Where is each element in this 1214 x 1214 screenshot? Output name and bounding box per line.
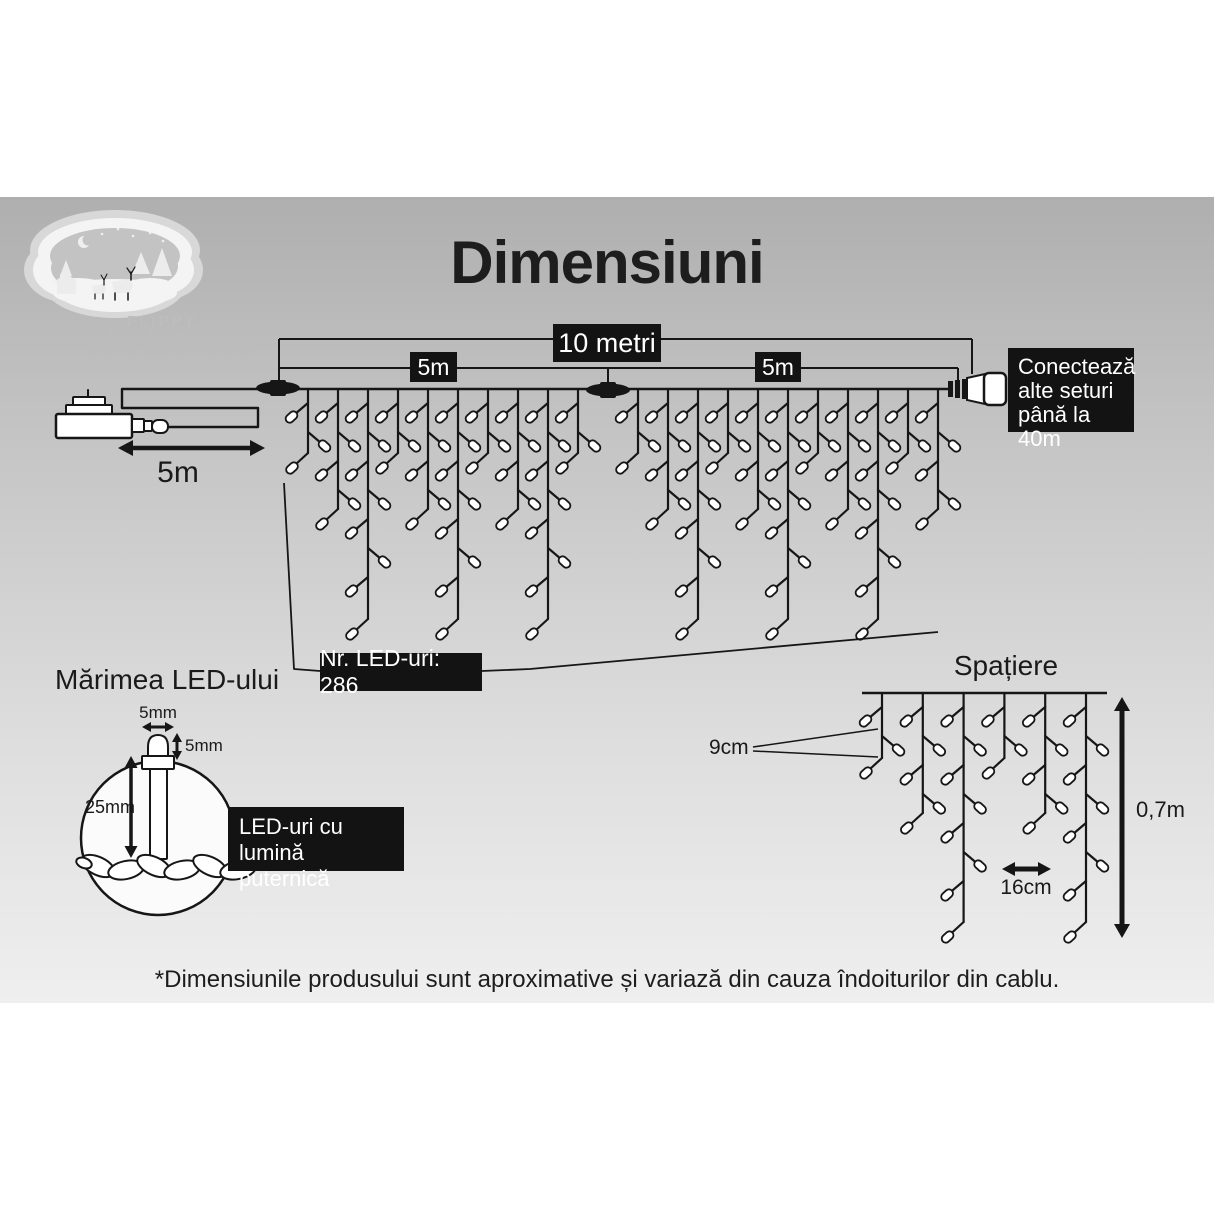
- icicle-curtain: [284, 389, 962, 641]
- brand-logo-text-flippy: FLIPPY.: [126, 313, 203, 330]
- cable-clip-left-icon: [256, 380, 300, 396]
- page-title: Dimensiuni: [450, 229, 764, 296]
- led-width-label: 5mm: [139, 703, 177, 722]
- led-gap-label: 9cm: [709, 736, 749, 759]
- spacing-diagram: [753, 693, 1110, 944]
- right-half-length-label: 5m: [755, 352, 801, 382]
- cable-clip-middle-icon: [586, 382, 630, 398]
- lead-length-arrow: [118, 440, 265, 456]
- led-size-diagram: [81, 735, 235, 915]
- horizontal-gap-arrow: [1002, 862, 1051, 876]
- connector-note-line1: Conectează: [1018, 354, 1136, 379]
- led-note-line2: puternică: [239, 866, 330, 891]
- led-count-label: Nr. LED-uri: 286: [320, 653, 482, 691]
- drop-height-arrow: [1114, 697, 1130, 938]
- brand-logo-text-christmas: christmas: [85, 325, 257, 361]
- led-height-label: 5mm: [185, 736, 223, 755]
- footnote: *Dimensiunile produsului sunt aproximative și variază din cauza îndoiturilor din cablu.: [154, 966, 1060, 993]
- drop-gap-label: 16cm: [1000, 876, 1052, 899]
- total-length-label: 10 metri: [553, 324, 661, 362]
- connector-note-line3: până la 40m: [1018, 402, 1091, 451]
- led-brightness-note: [228, 807, 404, 891]
- led-count-pointer-lines: [284, 483, 938, 671]
- drop-height-label: 0,7m: [1136, 797, 1185, 822]
- connector-note-label: [1008, 348, 1136, 451]
- led-note-line1: LED-uri cu lumină: [239, 814, 343, 865]
- lead-cable-length-label: 5m: [157, 456, 199, 489]
- led-size-heading: Mărimea LED-ului: [55, 664, 280, 695]
- connector-note-line2: alte seturi: [1018, 378, 1114, 403]
- end-connector-icon: [948, 373, 1006, 405]
- led-width-arrow: [142, 722, 174, 732]
- left-half-length-label: 5m: [410, 352, 457, 382]
- spacing-heading: Spațiere: [953, 650, 1059, 681]
- led-length-label: 25mm: [85, 797, 136, 817]
